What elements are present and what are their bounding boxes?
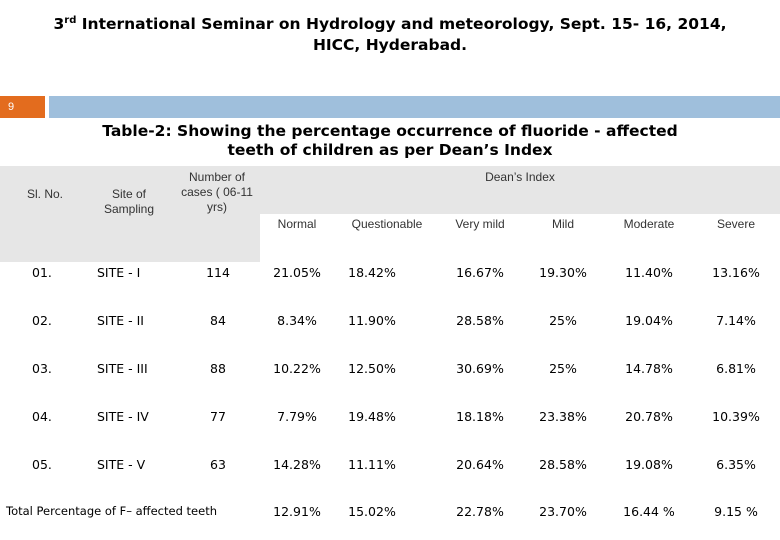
row-moderate: 19.04% <box>625 313 673 328</box>
col-header-normal: Normal <box>277 217 317 231</box>
row-cases: 88 <box>210 361 226 376</box>
row-severe: 6.81% <box>716 361 756 376</box>
col-header-mild: Mild <box>551 217 574 231</box>
row-very-mild: 18.18% <box>456 409 504 424</box>
row-cases: 114 <box>206 265 230 280</box>
total-mild: 23.70% <box>539 504 587 519</box>
row-very-mild: 28.58% <box>456 313 504 328</box>
row-cases: 84 <box>210 313 226 328</box>
slide-number: 9 <box>0 96 45 118</box>
row-cases: 63 <box>210 457 226 472</box>
total-moderate: 16.44 % <box>623 504 675 519</box>
col-header-deans-index: Dean’s Index <box>485 170 555 184</box>
row-sl: 03. <box>32 361 52 376</box>
col-header-questionable: Questionable <box>351 217 423 231</box>
seminar-header-line2: HICC, Hyderabad. <box>312 36 468 54</box>
total-very-mild: 22.78% <box>456 504 504 519</box>
row-moderate: 14.78% <box>625 361 673 376</box>
row-site: SITE - I <box>97 265 141 280</box>
col-header-moderate: Moderate <box>623 217 675 231</box>
row-normal: 21.05% <box>273 265 321 280</box>
row-questionable: 11.11% <box>348 457 396 472</box>
title-bar <box>49 96 780 118</box>
total-severe: 9.15 % <box>714 504 758 519</box>
row-moderate: 20.78% <box>625 409 673 424</box>
row-very-mild: 20.64% <box>456 457 504 472</box>
col-header-sl-no: Sl. No. <box>26 187 63 201</box>
row-questionable: 11.90% <box>348 313 396 328</box>
row-normal: 8.34% <box>277 313 317 328</box>
row-sl: 05. <box>32 457 52 472</box>
row-questionable: 19.48% <box>348 409 396 424</box>
row-severe: 13.16% <box>712 265 760 280</box>
row-site: SITE - II <box>97 313 144 328</box>
row-moderate: 19.08% <box>625 457 673 472</box>
row-questionable: 12.50% <box>348 361 396 376</box>
col-header-severe: Severe <box>716 217 756 231</box>
row-site: SITE - V <box>97 457 146 472</box>
row-mild: 25% <box>549 313 577 328</box>
row-sl: 04. <box>32 409 52 424</box>
row-normal: 10.22% <box>273 361 321 376</box>
total-normal: 12.91% <box>273 504 321 519</box>
row-site: SITE - IV <box>97 409 149 424</box>
seminar-header <box>0 14 780 56</box>
row-severe: 6.35% <box>716 457 756 472</box>
row-cases: 77 <box>210 409 226 424</box>
row-site: SITE - III <box>97 361 148 376</box>
row-severe: 10.39% <box>712 409 760 424</box>
row-questionable: 18.42% <box>348 265 396 280</box>
row-sl: 02. <box>32 313 52 328</box>
total-label: Total Percentage of F– affected teeth <box>6 504 217 518</box>
col-header-site: Site of Sampling <box>103 187 155 216</box>
table-title: Table-2: Showing the percentage occurrence of fluoride - affected teeth of children as per Dean’s Index <box>102 122 678 159</box>
row-mild: 28.58% <box>539 457 587 472</box>
row-normal: 7.79% <box>277 409 317 424</box>
seminar-header-line1: 3rd International Seminar on Hydrology and meteorology, Sept. 15- 16, 2014, <box>53 15 727 33</box>
row-severe: 7.14% <box>716 313 756 328</box>
row-normal: 14.28% <box>273 457 321 472</box>
total-questionable: 15.02% <box>348 504 396 519</box>
row-mild: 19.30% <box>539 265 587 280</box>
col-header-very-mild: Very mild <box>455 217 505 231</box>
row-mild: 25% <box>549 361 577 376</box>
row-mild: 23.38% <box>539 409 587 424</box>
row-moderate: 11.40% <box>625 265 673 280</box>
row-very-mild: 30.69% <box>456 361 504 376</box>
row-very-mild: 16.67% <box>456 265 504 280</box>
row-sl: 01. <box>32 265 52 280</box>
col-header-cases: Number of cases ( 06-11 yrs) <box>181 170 253 214</box>
